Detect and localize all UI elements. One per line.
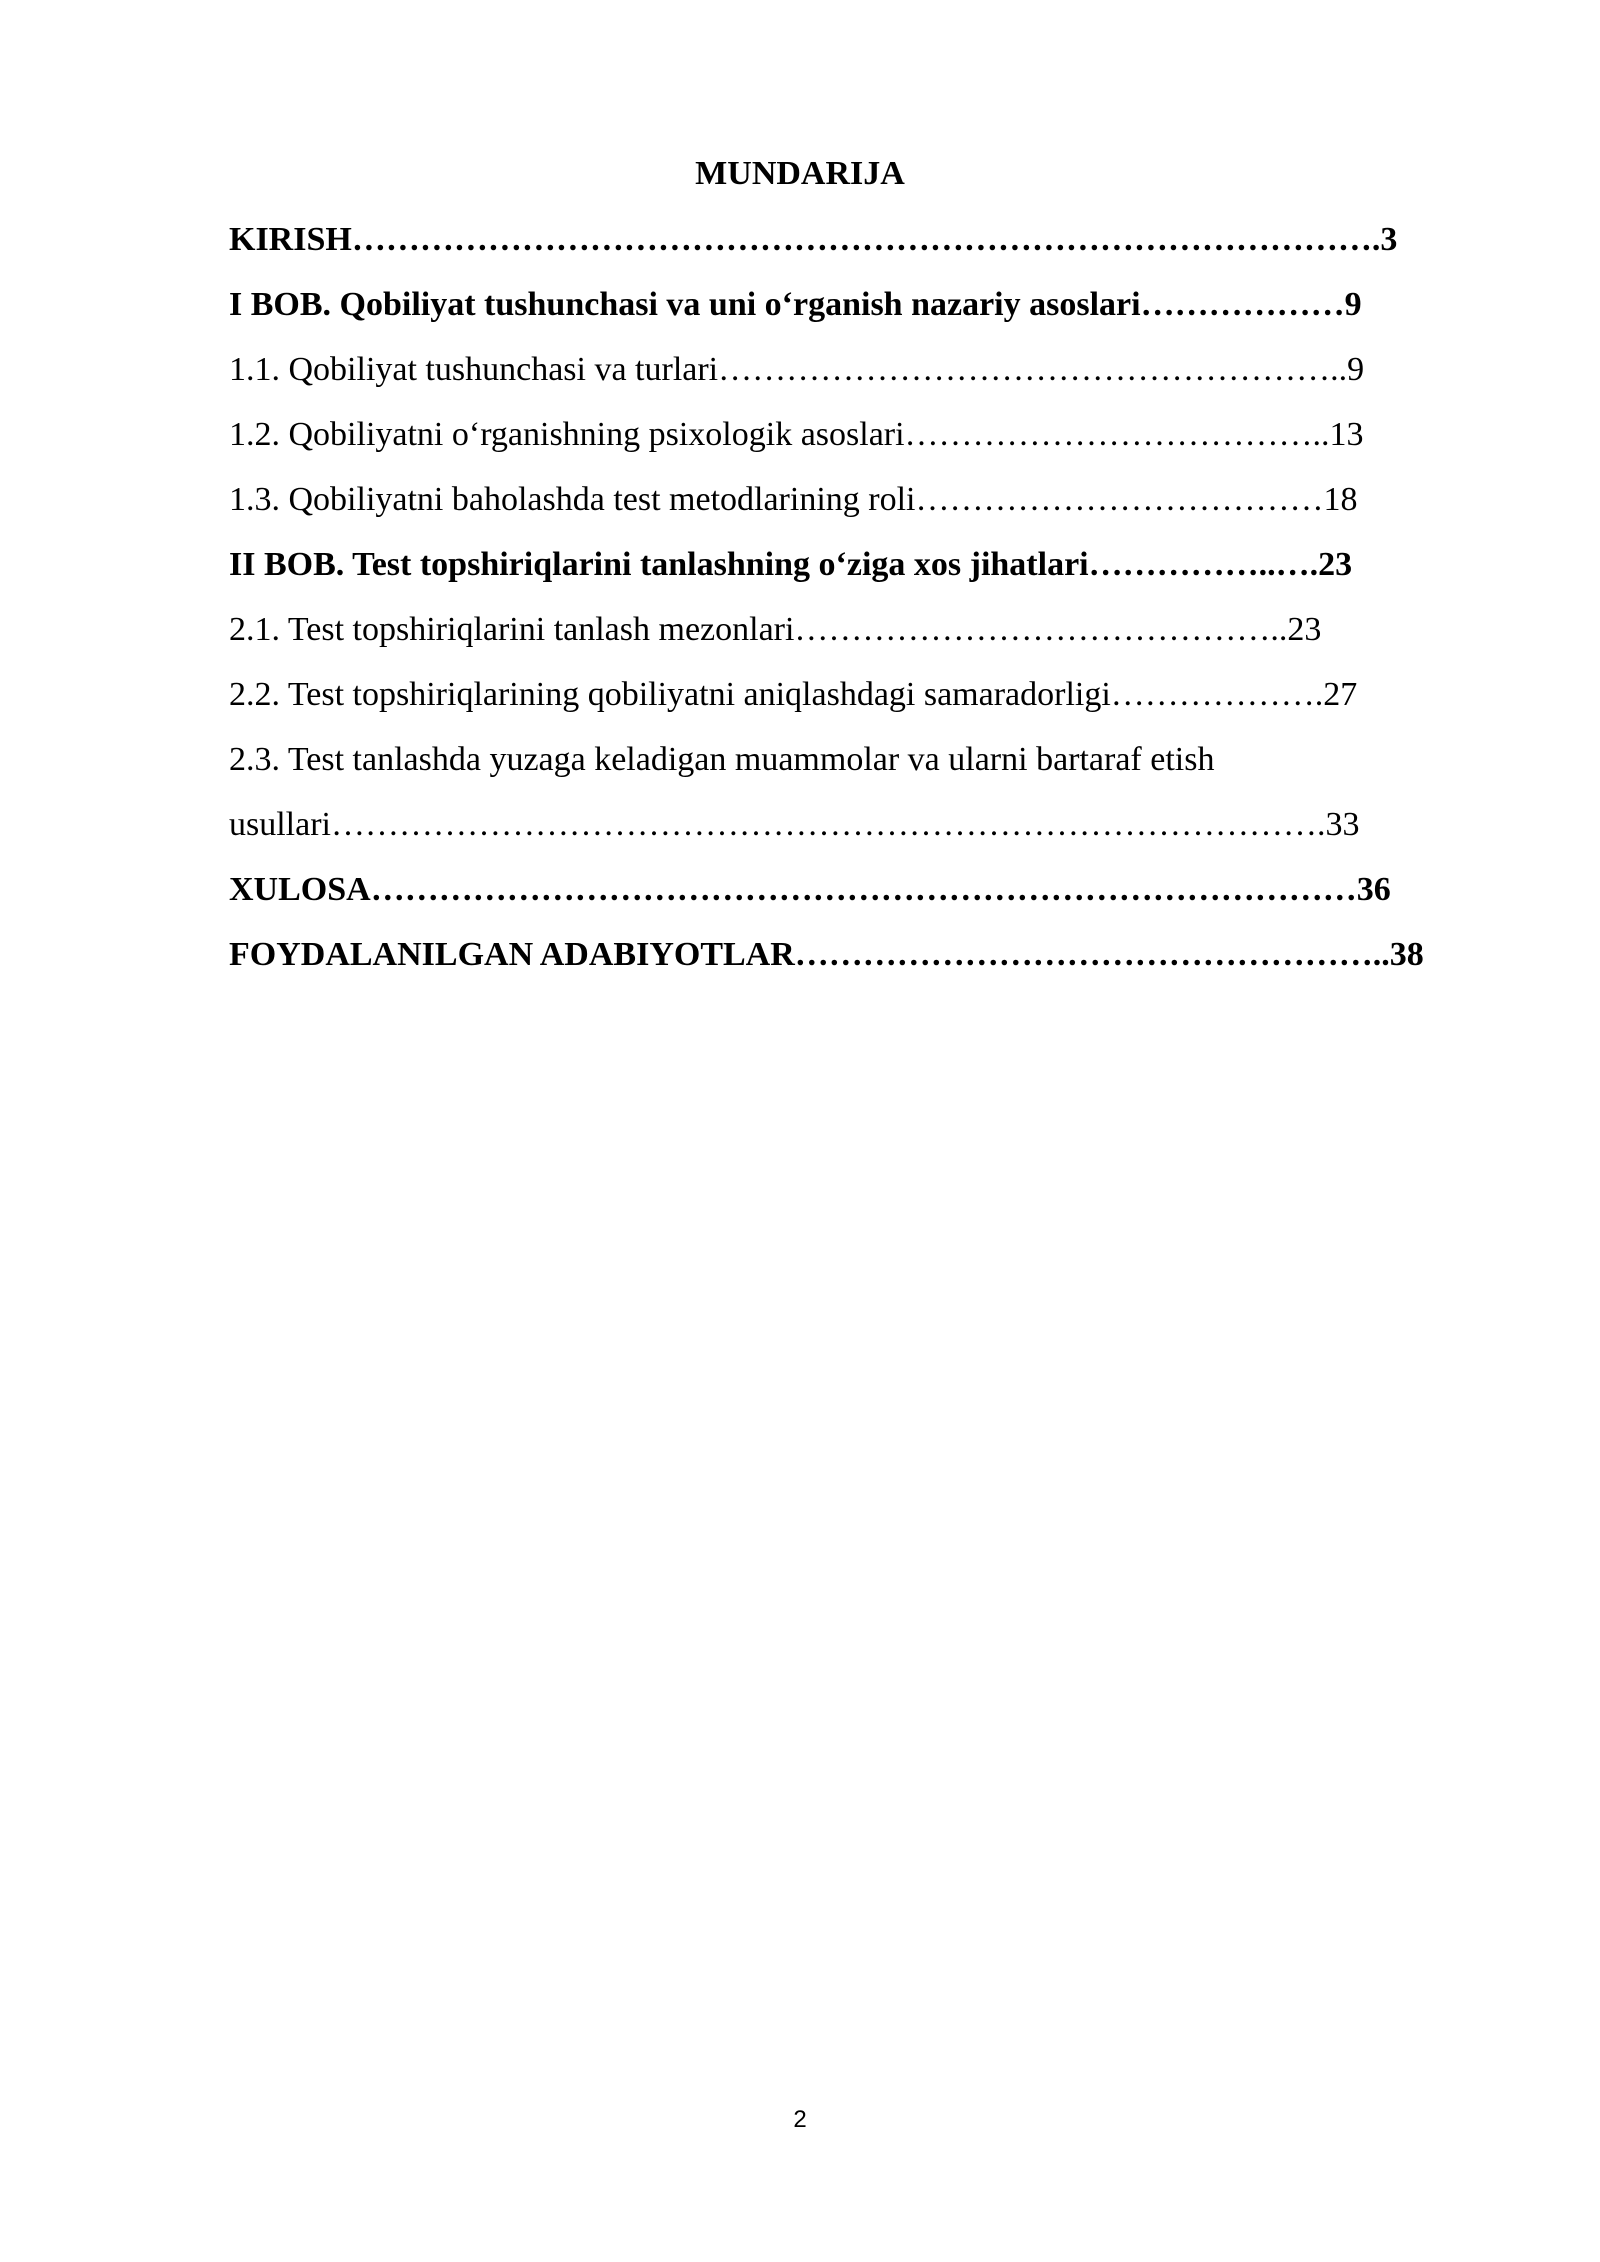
toc-entry-section-2-1: 2.1. Test topshiriqlarini tanlash mezonlari……………………………………..23 [229, 611, 1322, 648]
page-number: 2 [793, 2106, 807, 2133]
toc-entry-section-1-3: 1.3. Qobiliyatni baholashda test metodlarining roli………………………………18 [229, 481, 1358, 518]
toc-entry-section-1-1: 1.1. Qobiliyat tushunchasi va turlari………………………………………………..9 [229, 351, 1365, 388]
toc-entry-chapter-2: II BOB. Test topshiriqlarini tanlashning o‘ziga xos jihatlari……………..….23 [229, 546, 1353, 583]
toc-entry-section-2-3: 2.3. Test tanlashda yuzaga keladigan muammolar va ularni bartaraf etish [229, 741, 1215, 778]
toc-entry-kirish: KIRISH……………………………………………………………………………….3 [229, 221, 1398, 258]
toc-entry-section-2-3-continued: usullari…………………………………………………………………………….33 [229, 806, 1360, 843]
toc-title: MUNDARIJA [695, 155, 905, 192]
toc-entry-references: FOYDALANILGAN ADABIYOTLAR……………………………………………..38 [229, 936, 1424, 973]
toc-entry-section-1-2: 1.2. Qobiliyatni o‘rganishning psixologik asoslari………………………………..13 [229, 416, 1364, 453]
toc-entry-xulosa: XULOSA……………………………………………………………………………36 [229, 871, 1391, 908]
toc-entry-section-2-2: 2.2. Test topshiriqlarining qobiliyatni aniqlashdagi samaradorligi……………….27 [229, 676, 1358, 713]
toc-entry-chapter-1: I BOB. Qobiliyat tushunchasi va uni o‘rganish nazariy asoslari………………9 [229, 286, 1362, 323]
table-of-contents [229, 214, 1489, 994]
